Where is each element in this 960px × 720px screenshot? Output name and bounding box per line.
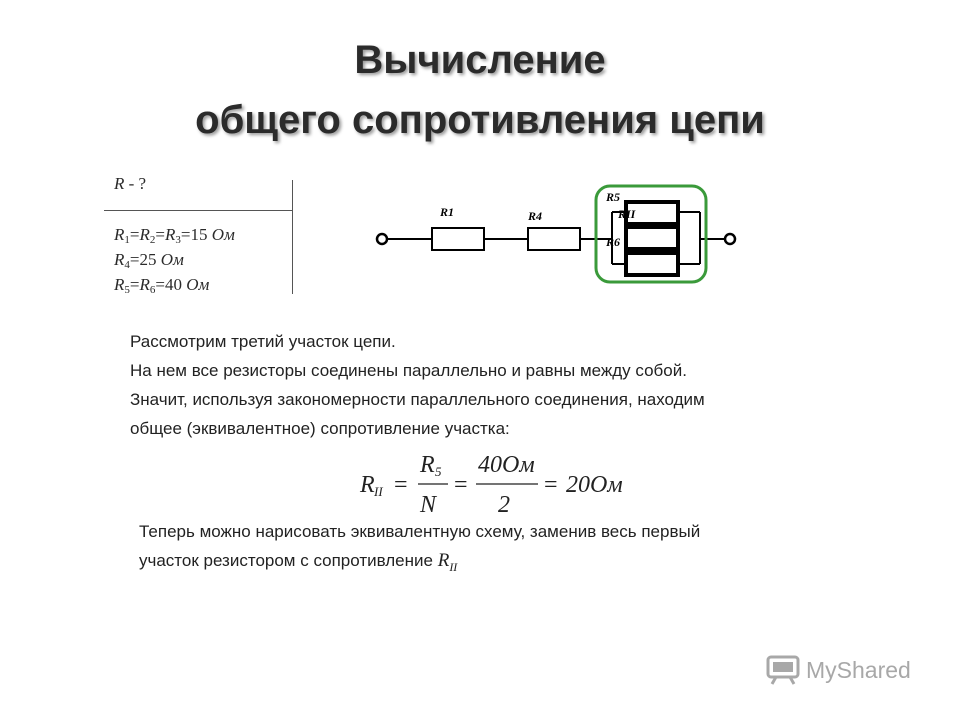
text-line: Значит, используя закономерности параллельного соединения, находим [130,390,705,409]
formula-equals: = [544,472,558,498]
resistor-r1 [432,228,484,250]
given-unknown: R - ? [114,174,147,193]
terminal-left [377,234,387,244]
label-r4: R4 [528,209,543,223]
formula-lhs-sub: II [374,484,383,499]
formula-equals: = [454,472,468,498]
text-line: Рассмотрим третий участок цепи. [130,332,396,351]
watermark [766,655,911,685]
title-line-1: Вычисление [354,38,606,82]
rii-symbol: $R_{II}$ [437,550,458,574]
explanation-paragraph [130,327,705,443]
formula-num1-sub: 5 [435,464,442,479]
text-line: На нем все резисторы соединены параллельно и равны между собой. [130,361,687,380]
formula-den1: N [420,492,437,518]
label-r1: R1 [440,205,455,219]
given-divider-horizontal [104,210,293,211]
formula-num2: 40Ом [478,452,535,478]
presentation-icon [766,655,800,685]
text-line-part: участок резистором с сопротивление [139,551,433,570]
conclusion-paragraph [139,517,700,582]
resistance-formula [356,448,636,520]
text-line [139,546,700,582]
formula-lhs: R [360,472,375,498]
text-line: Теперь можно нарисовать эквивалентную схему, заменив весь первый [139,522,701,541]
given-data-block [104,172,294,294]
formula-den2: 2 [498,492,510,518]
given-r5-r6: $R_5=R_6=40$ Ом [114,275,210,296]
formula-result: 20Ом [566,472,623,498]
label-r6: R6 [606,235,621,249]
watermark-text: MyShared [806,656,911,683]
resistor-rii [626,227,678,249]
given-r1-r2-r3: $R_1=R_2=R_3=15$ Ом [114,225,235,246]
given-r4: $R_4=25$ Ом [114,250,184,271]
circuit-diagram [360,176,750,288]
resistor-r6 [626,253,678,275]
text-line: общее (эквивалентное) сопротивление участка: [130,419,510,438]
slide-title [0,30,960,150]
formula-num1: R [420,452,435,478]
label-r5: R5 [606,190,621,204]
label-rii: RII [618,207,636,221]
formula-equals: = [394,472,408,498]
terminal-right [725,234,735,244]
title-line-2: общего сопротивления цепи [195,98,765,142]
resistor-r4 [528,228,580,250]
given-divider-vertical [292,180,293,294]
